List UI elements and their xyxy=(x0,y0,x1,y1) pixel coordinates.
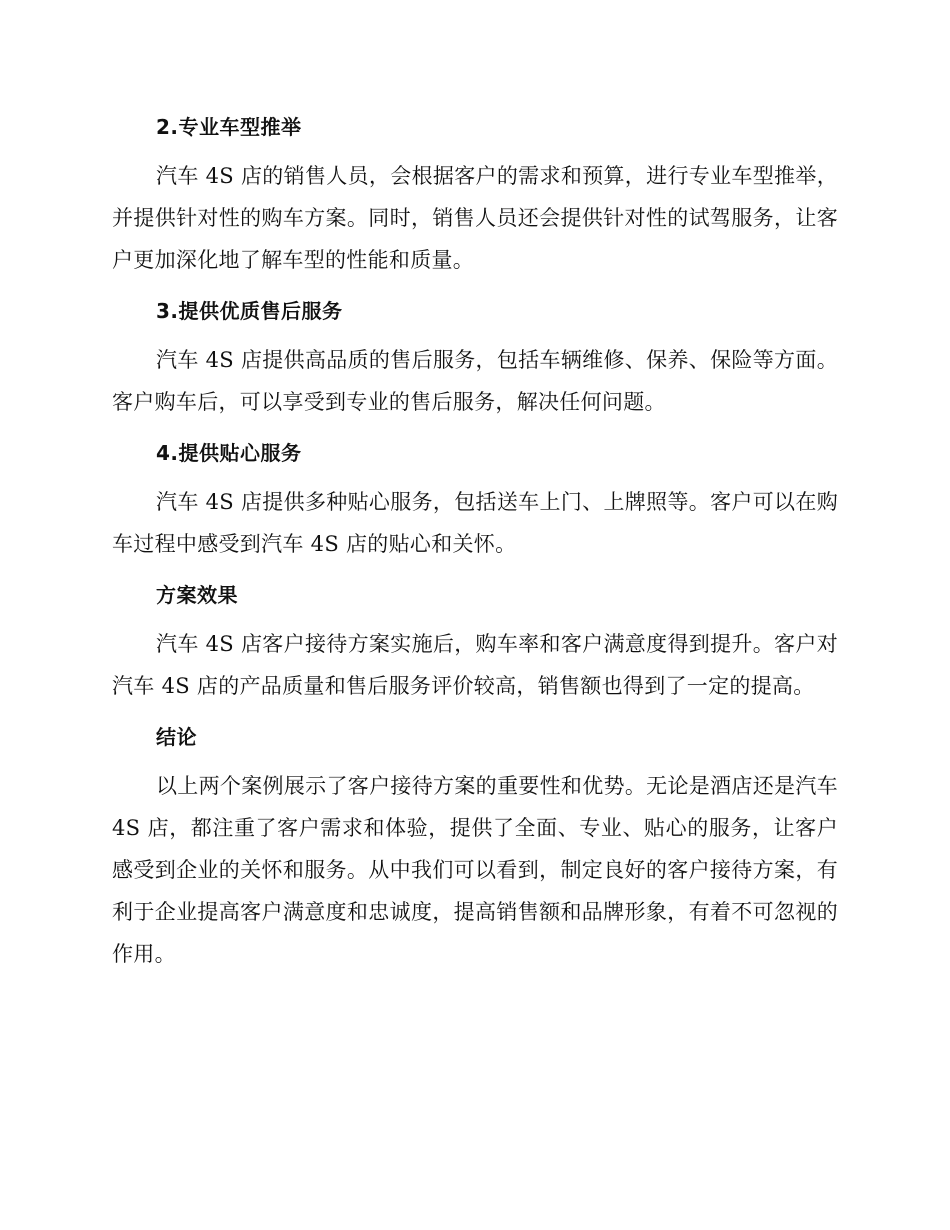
section-heading-car-recommendation: 2.专业车型推举 xyxy=(156,115,302,139)
section-heading-caring-service: 4.提供贴心服务 xyxy=(156,441,302,465)
section-paragraph-caring-service: 汽车 4S 店提供多种贴心服务，包括送车上门、上牌照等。客户可以在购车过程中感受到汽车 4S 店的贴心和关怀。 xyxy=(112,490,838,556)
section-heading-after-sales-service: 3.提供优质售后服务 xyxy=(156,299,343,323)
document-body xyxy=(112,105,838,983)
section-paragraph-conclusion: 以上两个案例展示了客户接待方案的重要性和优势。无论是酒店还是汽车 4S 店，都注重了客户需求和体验，提供了全面、专业、贴心的服务，让客户感受到企业的关怀和服务。从中我们可以看到，制定良好的客户接待方案，有利于企业提高客户满意度和忠诚度，提高销售额和品牌形象，有着不可忽视的作用。 xyxy=(112,774,838,966)
section-heading-conclusion: 结论 xyxy=(156,725,197,749)
section-paragraph-plan-effect: 汽车 4S 店客户接待方案实施后，购车率和客户满意度得到提升。客户对汽车 4S 店的产品质量和售后服务评价较高，销售额也得到了一定的提高。 xyxy=(112,632,838,698)
section-paragraph-car-recommendation: 汽车 4S 店的销售人员，会根据客户的需求和预算，进行专业车型推举，并提供针对性的购车方案。同时，销售人员还会提供针对性的试驾服务，让客户更加深化地了解车型的性能和质量。 xyxy=(112,164,838,272)
section-paragraph-after-sales-service: 汽车 4S 店提供高品质的售后服务，包括车辆维修、保养、保险等方面。客户购车后，可以享受到专业的售后服务，解决任何问题。 xyxy=(112,348,838,414)
section-heading-plan-effect: 方案效果 xyxy=(156,583,238,607)
